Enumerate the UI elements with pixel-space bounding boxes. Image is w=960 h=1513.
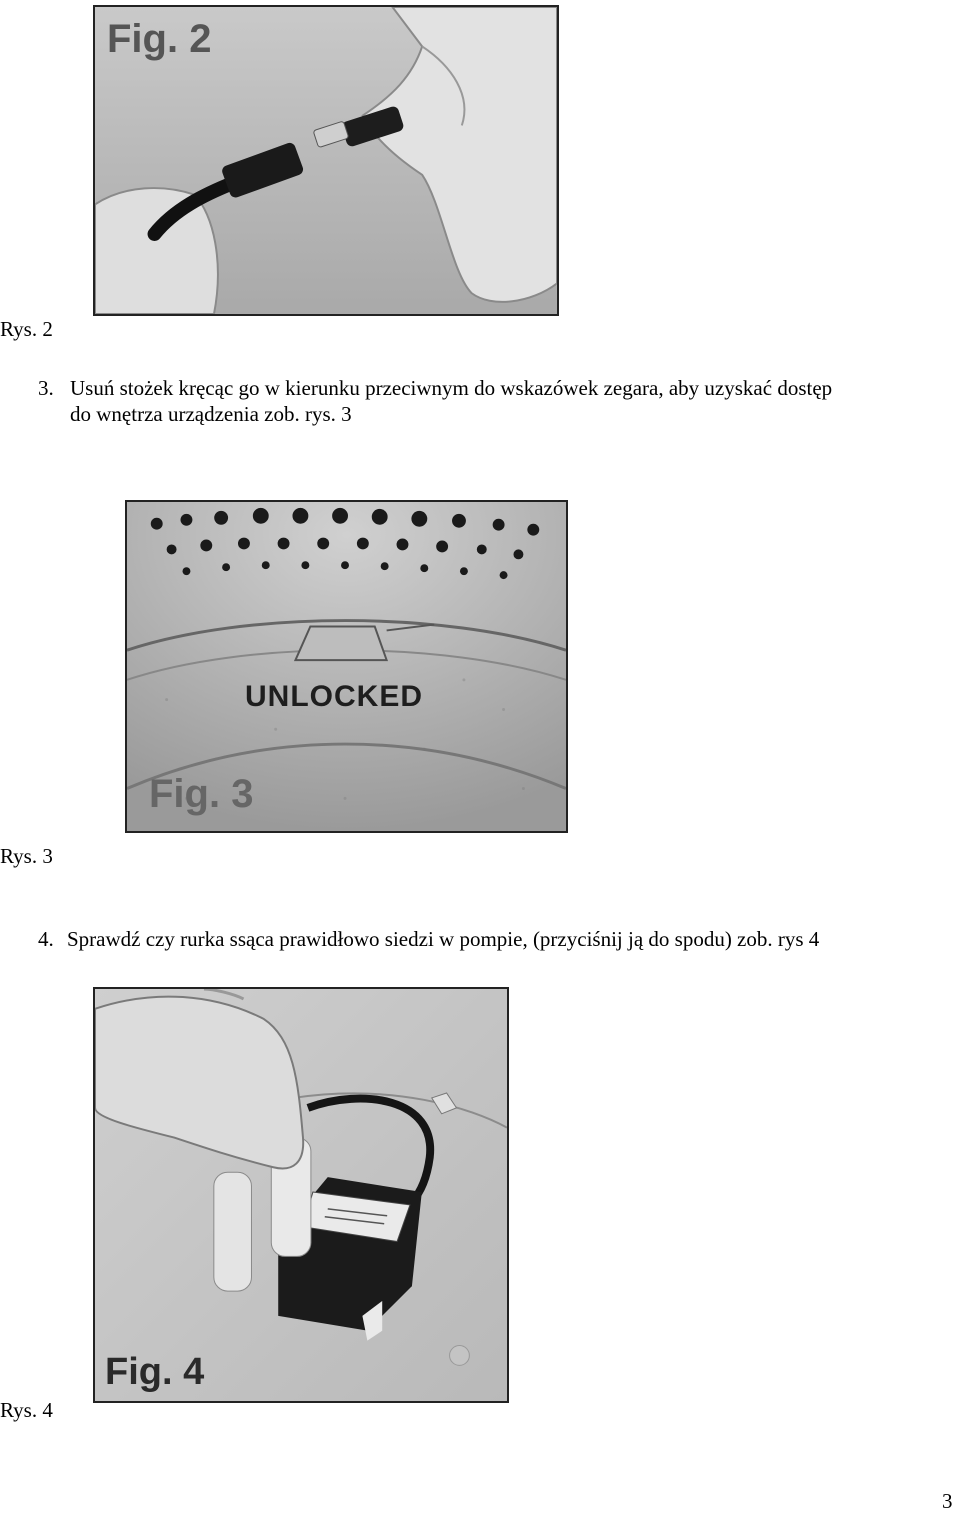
figure-2-label: Fig. 2: [107, 17, 212, 61]
figure-4-photo: [93, 987, 509, 1403]
pump-tube-image: [95, 989, 507, 1401]
figure-3-label: Fig. 3: [149, 772, 254, 816]
figure-3-photo: [125, 500, 568, 833]
step-4-number: 4.: [38, 927, 54, 951]
step-3-number: 3.: [38, 376, 54, 400]
figure-4-caption: Rys. 4: [0, 1398, 53, 1422]
figure-2-caption: Rys. 2: [0, 317, 53, 341]
step-3-continuation: do wnętrza urządzenia zob. rys. 3: [70, 402, 352, 426]
step-3-text: Usuń stożek kręcąc go w kierunku przeciwnym do wskazówek zegara, aby uzyskać dostęp: [70, 376, 833, 400]
page-number: 3: [942, 1489, 953, 1513]
step-4-text: Sprawdź czy rurka ssąca prawidłowo siedzi w pompie, (przyciśnij ją do spodu) zob. rys 4: [67, 927, 820, 951]
unlocked-label: UNLOCKED: [245, 680, 423, 713]
figure-3-caption: Rys. 3: [0, 844, 53, 868]
figure-2-photo: [93, 5, 559, 316]
figure-4-label: Fig. 4: [105, 1351, 205, 1393]
